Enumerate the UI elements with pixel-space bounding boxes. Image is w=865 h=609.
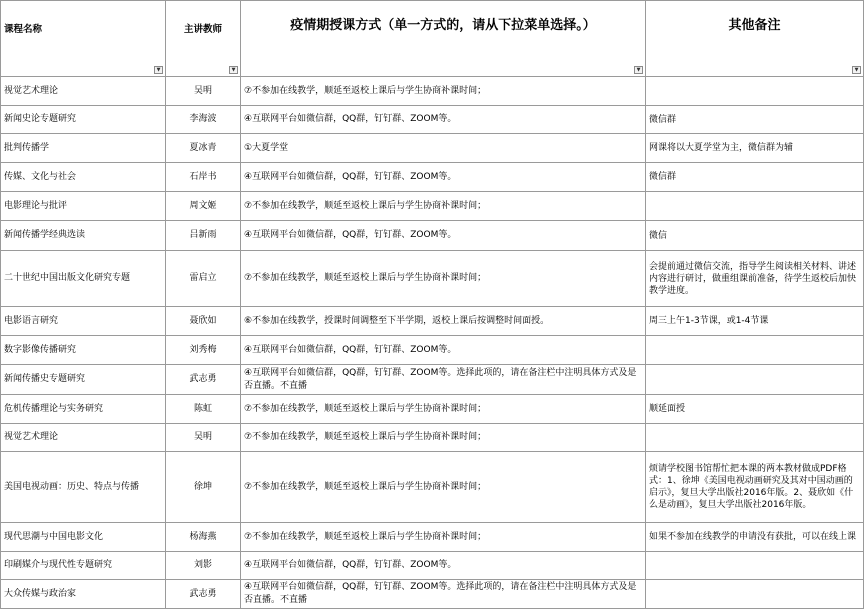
notes-cell[interactable] [646,580,864,609]
course-cell[interactable]: 大众传媒与政治家 [1,580,166,609]
header-row [1,1,864,77]
course-cell[interactable]: 新闻传播史专题研究 [1,365,166,395]
header-teacher-label: 主讲教师 [183,24,222,35]
course-cell[interactable]: 视觉艺术理论 [1,424,166,452]
notes-cell[interactable] [646,77,864,106]
teacher-cell[interactable]: 刘秀梅 [166,336,241,365]
dropdown-arrow-icon[interactable]: ▼ [229,66,238,74]
teacher-cell[interactable]: 武志勇 [166,365,241,395]
course-cell[interactable]: 传媒、文化与社会 [1,163,166,192]
method-cell[interactable]: ④互联网平台如微信群，QQ群，钉钉群、ZOOM等。选择此项的，请在备注栏中注明具体方式及是否直播。不直播 [241,580,646,609]
method-cell[interactable]: ⑦不参加在线教学，顺延至返校上课后与学生协商补课时间； [241,452,646,523]
table-row [1,192,864,221]
table-row [1,251,864,307]
table-row [1,163,864,192]
table-row [1,523,864,552]
table-row [1,336,864,365]
method-cell[interactable]: ④互联网平台如微信群，QQ群，钉钉群、ZOOM等。选择此项的，请在备注栏中注明具体方式及是否直播。不直播 [241,365,646,395]
method-cell[interactable]: ⑦不参加在线教学，顺延至返校上课后与学生协商补课时间； [241,251,646,307]
notes-cell[interactable] [646,336,864,365]
table-row [1,424,864,452]
notes-cell[interactable]: 如果不参加在线教学的申请没有获批，可以在线上课 [646,523,864,552]
notes-cell[interactable]: 微信 [646,221,864,251]
teacher-cell[interactable]: 聂欣如 [166,307,241,336]
notes-cell[interactable] [646,424,864,452]
method-cell[interactable]: ⑦不参加在线教学，顺延至返校上课后与学生协商补课时间； [241,395,646,424]
teacher-cell[interactable]: 石岸书 [166,163,241,192]
header-method-label: 疫情期授课方式（单一方式的，请从下拉菜单选择。） [290,18,596,33]
notes-cell[interactable]: 网课将以大夏学堂为主，微信群为辅 [646,134,864,163]
course-cell[interactable]: 数字影像传播研究 [1,336,166,365]
notes-cell[interactable] [646,552,864,580]
table-row [1,106,864,134]
notes-cell[interactable]: 微信群 [646,106,864,134]
course-cell[interactable]: 电影语言研究 [1,307,166,336]
teacher-cell[interactable]: 吕新雨 [166,221,241,251]
course-cell[interactable]: 危机传播理论与实务研究 [1,395,166,424]
notes-cell[interactable]: 顺延面授 [646,395,864,424]
teacher-cell[interactable]: 陈虹 [166,395,241,424]
course-cell[interactable]: 现代思潮与中国电影文化 [1,523,166,552]
teacher-cell[interactable]: 李海波 [166,106,241,134]
table-row [1,452,864,523]
method-cell[interactable]: ④互联网平台如微信群，QQ群，钉钉群、ZOOM等。 [241,552,646,580]
course-cell[interactable]: 二十世纪中国出版文化研究专题 [1,251,166,307]
notes-cell[interactable]: 烦请学校图书馆帮忙把本课的两本教材做成PDF格式：1、徐坤《美国电视动画研究及其对中国动画的启示》，复旦大学出版社2016年版。2、聂欣如《什么是动画》，复旦大学出版社2016年版。 [646,452,864,523]
method-cell[interactable]: ④互联网平台如微信群，QQ群，钉钉群、ZOOM等。 [241,163,646,192]
method-cell[interactable]: ⑦不参加在线教学，顺延至返校上课后与学生协商补课时间； [241,77,646,106]
method-cell[interactable]: ⑥不参加在线教学，授课时间调整至下半学期，返校上课后按调整时间面授。 [241,307,646,336]
table-row [1,77,864,106]
notes-cell[interactable]: 微信群 [646,163,864,192]
table-row [1,221,864,251]
header-notes[interactable] [646,1,864,77]
table-row [1,580,864,609]
header-teacher[interactable] [166,1,241,77]
teacher-cell[interactable]: 杨海燕 [166,523,241,552]
notes-cell[interactable] [646,192,864,221]
dropdown-arrow-icon[interactable]: ▼ [154,66,163,74]
table-row [1,365,864,395]
table-row [1,552,864,580]
teacher-cell[interactable]: 吴明 [166,424,241,452]
course-cell[interactable]: 新闻史论专题研究 [1,106,166,134]
dropdown-arrow-icon[interactable]: ▼ [634,66,643,74]
teacher-cell[interactable]: 吴明 [166,77,241,106]
teacher-cell[interactable]: 武志勇 [166,580,241,609]
header-notes-label: 其他备注 [728,18,781,33]
notes-cell[interactable]: 会提前通过微信交流，指导学生阅读相关材料、讲述内容进行研讨，做重组课前准备，待学生返校后加快教学进度。 [646,251,864,307]
header-course[interactable] [1,1,166,77]
header-course-label: 课程名称 [4,24,43,35]
method-cell[interactable]: ④互联网平台如微信群，QQ群，钉钉群、ZOOM等。 [241,221,646,251]
course-cell[interactable]: 电影理论与批评 [1,192,166,221]
teacher-cell[interactable]: 雷启立 [166,251,241,307]
header-method[interactable] [241,1,646,77]
teacher-cell[interactable]: 徐坤 [166,452,241,523]
course-cell[interactable]: 美国电视动画：历史、特点与传播 [1,452,166,523]
notes-cell[interactable] [646,365,864,395]
method-cell[interactable]: ⑦不参加在线教学，顺延至返校上课后与学生协商补课时间； [241,424,646,452]
teacher-cell[interactable]: 夏冰青 [166,134,241,163]
method-cell[interactable]: ④互联网平台如微信群，QQ群，钉钉群、ZOOM等。 [241,106,646,134]
course-cell[interactable]: 新闻传播学经典选读 [1,221,166,251]
course-cell[interactable]: 印刷媒介与现代性专题研究 [1,552,166,580]
method-cell[interactable]: ①大夏学堂 [241,134,646,163]
table-row [1,134,864,163]
method-cell[interactable]: ④互联网平台如微信群，QQ群，钉钉群、ZOOM等。 [241,336,646,365]
method-cell[interactable]: ⑦不参加在线教学，顺延至返校上课后与学生协商补课时间； [241,523,646,552]
course-cell[interactable]: 批判传播学 [1,134,166,163]
dropdown-arrow-icon[interactable]: ▼ [852,66,861,74]
table-row [1,307,864,336]
teacher-cell[interactable]: 周文姬 [166,192,241,221]
method-cell[interactable]: ⑦不参加在线教学，顺延至返校上课后与学生协商补课时间； [241,192,646,221]
course-cell[interactable]: 视觉艺术理论 [1,77,166,106]
teacher-cell[interactable]: 刘影 [166,552,241,580]
notes-cell[interactable]: 周三上午1-3节课，或1-4节课 [646,307,864,336]
table-row [1,395,864,424]
